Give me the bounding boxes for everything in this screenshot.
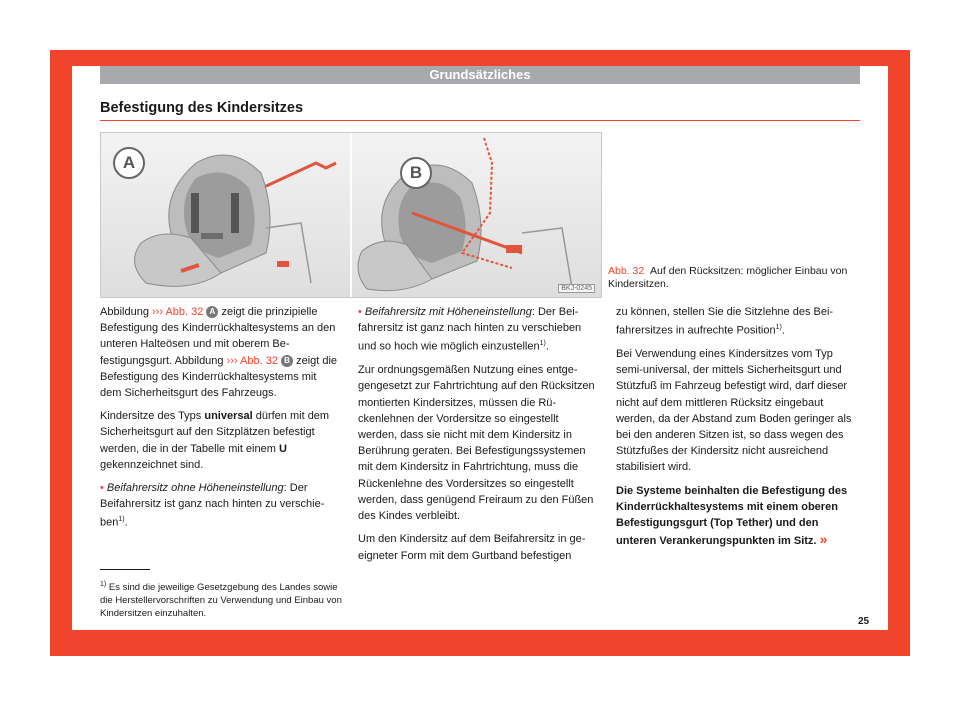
figure-link[interactable]: ››› Abb. 32	[152, 306, 204, 318]
footnote	[100, 578, 350, 620]
caption-text: Auf den Rücksitzen: möglicher Einbau von Kindersitzen.	[608, 265, 848, 290]
figure-panel-b	[352, 133, 601, 297]
callout-b-icon: B	[281, 355, 293, 367]
figure-label-a: A	[113, 147, 145, 179]
text: .	[545, 341, 549, 354]
paragraph	[100, 408, 340, 473]
paragraph	[100, 480, 340, 531]
text: dürfen mit dem Sicherheitsgurt auf den Sitzplätzen befestigt werden, die in der Tabelle mit einem	[100, 410, 330, 455]
footnote-ref: 1)	[775, 324, 782, 332]
page-number: 25	[858, 616, 870, 627]
text-column-3	[616, 304, 860, 557]
emphasis: Die Systeme beinhalten die Befestigung des Kinderrückhaltesystems mit einem oberen Befestigungsgurt (Top Tether) und den unteren Verankerungspunkten im Sitz.	[616, 484, 848, 548]
text-column-2	[358, 304, 598, 571]
emphasis: Beifahrersitz mit Höheneinstellung	[364, 306, 532, 318]
section-title: Befestigung des Kindersitzes	[100, 100, 304, 116]
text: Abbildung	[100, 306, 152, 318]
emphasis: Beifahrersitz ohne Höheneinstellung	[106, 482, 284, 495]
footnote-marker: 1)	[100, 581, 107, 588]
paragraph	[100, 304, 340, 401]
figure-label-b: B	[400, 157, 432, 189]
emphasis: U	[278, 442, 287, 455]
continue-icon: »	[819, 531, 828, 548]
footnote-text: Es sind die jeweilige Gesetzgebung des Landes sowie die Herstellervorschriften zu Verwendung und Einbau von Kindersitzen einzuhalten.	[100, 582, 342, 620]
text: .	[781, 324, 785, 337]
paragraph	[616, 483, 860, 550]
figure-link[interactable]: ››› Abb. 32	[226, 354, 278, 367]
paragraph: Um den Kindersitz auf dem Beifahrersitz in geeigneter Form mit dem Gurtband befestigen	[358, 533, 586, 562]
bullet-icon: •	[358, 306, 362, 318]
paragraph	[358, 304, 598, 355]
child-seat-illustration-b-icon	[352, 133, 601, 297]
text: : Der Beifahrersitz ist ganz nach hinten zu verschieben und so hoch wie möglich einzustellen	[358, 306, 582, 354]
figure-code: BKJ-0245	[558, 284, 595, 293]
text: Kindersitze des Typs	[100, 410, 205, 423]
paragraph	[616, 304, 860, 339]
footnote-rule	[100, 569, 150, 570]
figure-caption	[608, 265, 860, 291]
paragraph: Bei Verwendung eines Kindersitzes vom Typ semi-universal, der mittels Sicherheitsgurt und Stützfuß im Fahrzeug befestigt wird, darf dieser nicht auf dem mittleren Rücksitz eingebaut werden, da der Abstand zum Boden geringer als bei den anderen Sitzen ist, so dass wegen des Stützfußes der Kindersitz nicht ausreichend stabilisiert wird.	[616, 348, 852, 474]
document-page	[72, 66, 888, 630]
chapter-header: Grundsätzliches	[100, 66, 860, 84]
text: zu können, stellen Sie die Sitzlehne des Beifahrersitzes in aufrechte Position	[616, 306, 834, 337]
footnote-ref: 1)	[118, 516, 125, 524]
text: .	[124, 517, 128, 530]
figure-panel-a	[101, 133, 350, 297]
text: : Der Beifahrersitz ist ganz nach hinten zu verschieben	[100, 482, 325, 530]
caption-label: Abb. 32	[608, 265, 645, 277]
bullet-icon: •	[100, 482, 104, 495]
text: gekennzeichnet sind.	[100, 458, 204, 471]
text: zeigt die Befestigung des Kinderrückhaltesystems mit dem Sicherheitsgurt des Fahrzeugs.	[100, 354, 338, 400]
title-rule	[100, 120, 860, 121]
emphasis: universal	[204, 410, 253, 423]
paragraph: Zur ordnungsgemäßen Nutzung eines entgegengesetzt zur Fahrtrichtung auf den Rücksitzen montierten Kindersitzes, müssen die Rückenlehnen der Vordersitze so eingestellt werden, dass sie nicht mit dem Kindersitz in Berührung geraten. Bei Befestigungssystemen mit dem Kindersitz in Fahrtrichtung, muss die Rückenlehne des Vordersitzes so eingestellt werden, dass genügend Freiraum zu den Füßen des Kindes verbleibt.	[358, 364, 595, 523]
figure-32	[100, 132, 602, 298]
footnote-ref: 1)	[539, 340, 546, 348]
callout-a-icon: A	[206, 306, 218, 318]
text: zeigt die prinzipielle Befestigung des Kinderrückhaltesystems an den unteren Halteösen und mit oberem Befestigungsgurt. Abbildung	[100, 306, 336, 367]
text-column-1	[100, 304, 340, 538]
